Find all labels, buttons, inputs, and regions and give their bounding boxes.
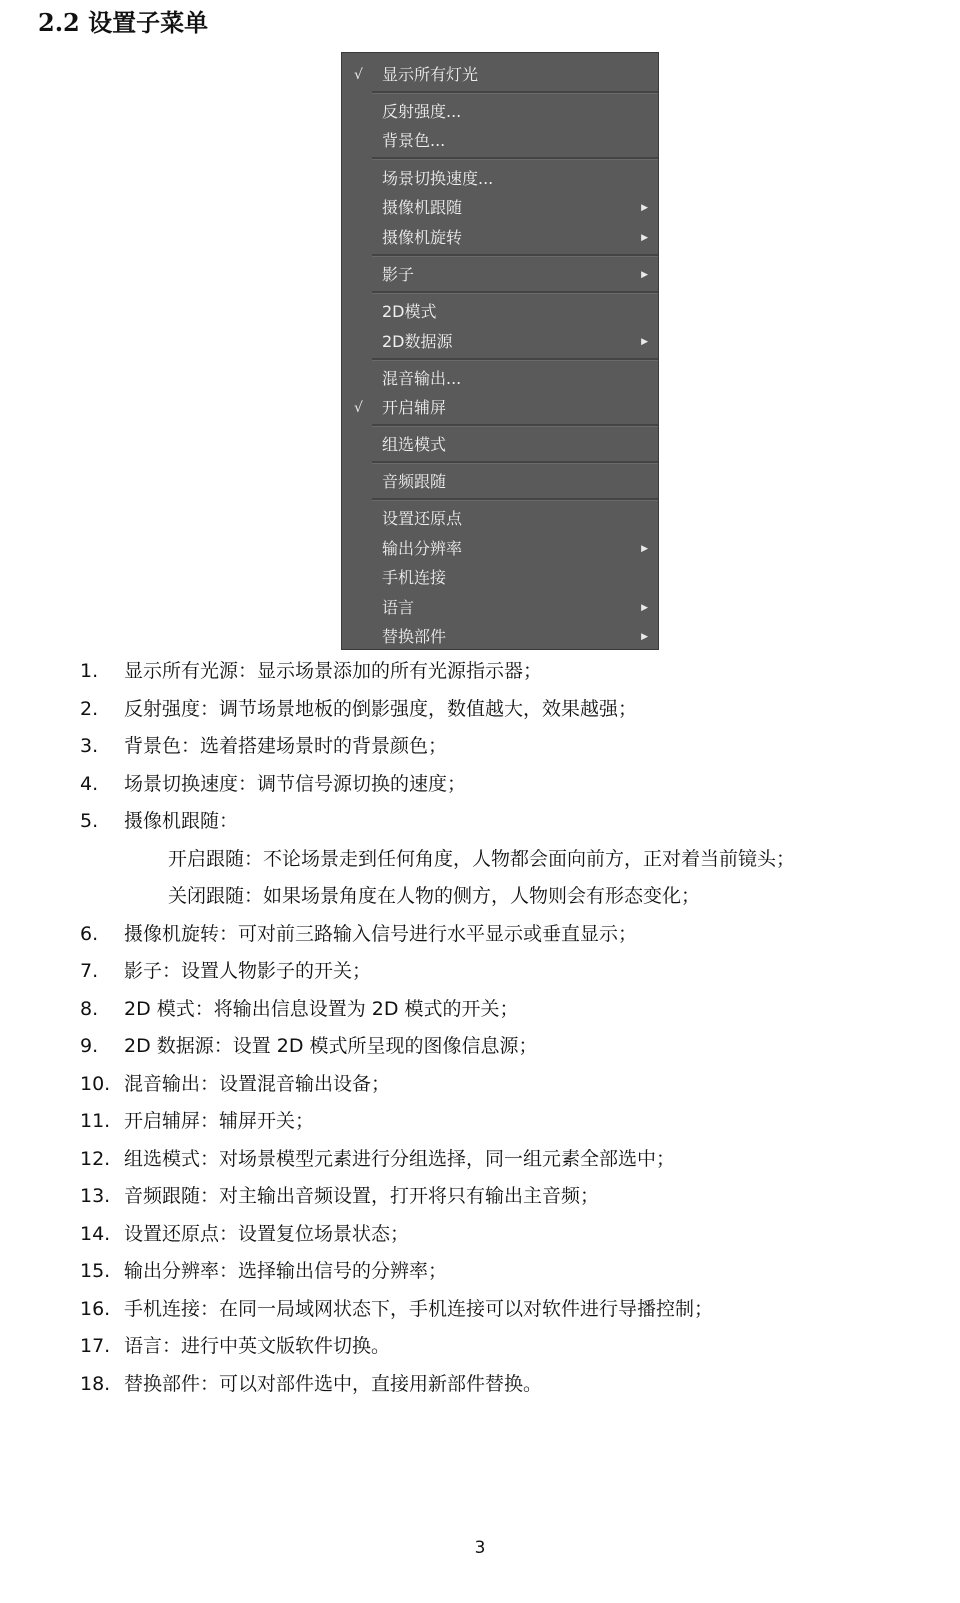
list-text: 2D 数据源：设置 2D 模式所呈现的图像信息源； — [124, 1035, 538, 1057]
list-item — [80, 769, 900, 799]
list-item — [80, 1256, 900, 1286]
list-number: 8. — [80, 998, 99, 1020]
list-text: 混音输出：设置混音输出设备； — [124, 1073, 391, 1095]
submenu-arrow-icon: ▶ — [641, 233, 648, 243]
list-item — [80, 1181, 900, 1211]
menu-separator — [372, 291, 658, 294]
list-item — [80, 956, 900, 986]
check-icon: √ — [354, 67, 363, 83]
menu-item-label: 背景色... — [382, 131, 446, 150]
menu-item-camera-rotate[interactable] — [342, 224, 658, 252]
submenu-arrow-icon: ▶ — [641, 603, 648, 613]
settings-submenu — [341, 52, 659, 650]
menu-item-phone-connect[interactable] — [342, 564, 658, 592]
list-text: 音频跟随：对主输出音频设置，打开将只有输出主音频； — [124, 1185, 600, 1207]
list-text: 影子：设置人物影子的开关； — [124, 960, 372, 982]
list-number: 13. — [80, 1185, 111, 1207]
menu-separator — [372, 424, 658, 427]
list-text: 反射强度：调节场景地板的倒影强度，数值越大，效果越强； — [124, 698, 638, 720]
list-number: 5. — [80, 810, 99, 832]
menu-item-aux-screen[interactable] — [342, 394, 658, 422]
section-heading: 2.2 设置子菜单 — [38, 8, 209, 37]
list-number: 3. — [80, 735, 99, 757]
menu-item-2d-mode[interactable] — [342, 298, 658, 326]
menu-item-audio-follow[interactable] — [342, 468, 658, 496]
list-item — [80, 806, 900, 836]
list-text: 显示所有光源：显示场景添加的所有光源指示器； — [124, 660, 543, 682]
menu-item-scene-switch-speed[interactable] — [342, 165, 658, 193]
menu-item-replace-part[interactable] — [342, 623, 658, 650]
menu-item-label: 摄像机旋转 — [382, 228, 463, 247]
menu-item-2d-source[interactable] — [342, 328, 658, 356]
list-text: 设置还原点：设置复位场景状态； — [124, 1223, 410, 1245]
list-number: 14. — [80, 1223, 111, 1245]
page-number: 3 — [474, 1538, 486, 1558]
menu-separator — [372, 498, 658, 501]
menu-item-label: 场景切换速度... — [382, 169, 494, 188]
list-number: 17. — [80, 1335, 111, 1357]
menu-separator — [372, 358, 658, 361]
menu-item-shadow[interactable] — [342, 261, 658, 289]
list-text: 摄像机旋转：可对前三路输入信号进行水平显示或垂直显示； — [124, 923, 638, 945]
submenu-arrow-icon: ▶ — [641, 544, 648, 554]
menu-item-label: 摄像机跟随 — [382, 198, 463, 217]
list-item — [80, 994, 900, 1024]
list-item — [80, 1294, 900, 1324]
list-item — [80, 1031, 900, 1061]
submenu-arrow-icon: ▶ — [641, 270, 648, 280]
menu-item-background-color[interactable] — [342, 127, 658, 155]
list-text: 语言：进行中英文版软件切换。 — [124, 1335, 391, 1357]
list-text: 输出分辨率：选择输出信号的分辨率； — [124, 1260, 448, 1282]
list-item — [80, 1369, 900, 1399]
check-icon: √ — [354, 400, 363, 416]
list-item — [80, 694, 900, 724]
list-text: 摄像机跟随： — [124, 810, 239, 832]
list-number: 10. — [80, 1073, 111, 1095]
menu-item-output-resolution[interactable] — [342, 535, 658, 563]
list-number: 2. — [80, 698, 99, 720]
menu-item-label: 影子 — [382, 265, 415, 284]
list-number: 6. — [80, 923, 99, 945]
menu-item-label: 反射强度... — [382, 102, 462, 121]
sub-item-follow-on: 开启跟随：不论场景走到任何角度，人物都会面向前方，正对着当前镜头； — [168, 848, 796, 870]
list-number: 12. — [80, 1148, 111, 1170]
list-number: 16. — [80, 1298, 111, 1320]
menu-item-label: 语言 — [382, 598, 415, 617]
list-text: 组选模式：对场景模型元素进行分组选择，同一组元素全部选中； — [124, 1148, 676, 1170]
menu-item-label: 输出分辨率 — [382, 539, 463, 558]
list-item — [80, 1069, 900, 1099]
list-text: 替换部件：可以对部件选中，直接用新部件替换。 — [124, 1373, 543, 1395]
menu-item-label: 组选模式 — [382, 435, 447, 454]
menu-item-label: 开启辅屏 — [382, 398, 447, 417]
submenu-arrow-icon: ▶ — [641, 337, 648, 347]
list-item — [80, 1144, 900, 1174]
menu-item-label: 替换部件 — [382, 627, 447, 646]
menu-item-label: 2D数据源 — [382, 332, 453, 351]
list-text: 2D 模式：将输出信息设置为 2D 模式的开关； — [124, 998, 519, 1020]
list-item — [80, 656, 900, 686]
list-text: 场景切换速度：调节信号源切换的速度； — [124, 773, 467, 795]
list-item — [80, 1219, 900, 1249]
list-item — [80, 919, 900, 949]
submenu-arrow-icon: ▶ — [641, 632, 648, 642]
menu-separator — [372, 461, 658, 464]
list-item — [80, 1331, 900, 1361]
list-item — [80, 731, 900, 761]
menu-item-label: 音频跟随 — [382, 472, 447, 491]
menu-separator — [372, 157, 658, 160]
menu-item-language[interactable] — [342, 594, 658, 622]
menu-item-group-select[interactable] — [342, 431, 658, 459]
list-number: 4. — [80, 773, 99, 795]
list-number: 18. — [80, 1373, 111, 1395]
menu-item-label: 混音输出... — [382, 369, 462, 388]
menu-item-label: 2D模式 — [382, 302, 437, 321]
list-number: 7. — [80, 960, 99, 982]
list-text: 手机连接：在同一局域网状态下，手机连接可以对软件进行导播控制； — [124, 1298, 714, 1320]
menu-item-mix-output[interactable] — [342, 365, 658, 393]
menu-item-label: 手机连接 — [382, 568, 447, 587]
list-text: 背景色：选着搭建场景时的背景颜色； — [124, 735, 448, 757]
list-number: 11. — [80, 1110, 111, 1132]
list-item — [80, 1106, 900, 1136]
list-number: 15. — [80, 1260, 111, 1282]
submenu-arrow-icon: ▶ — [641, 203, 648, 213]
list-number: 1. — [80, 660, 99, 682]
menu-separator — [372, 254, 658, 257]
menu-item-show-all-lights[interactable] — [342, 61, 658, 89]
menu-separator — [372, 91, 658, 94]
menu-item-label: 显示所有灯光 — [382, 65, 479, 84]
menu-item-restore-point[interactable] — [342, 505, 658, 533]
menu-item-reflection-strength[interactable] — [342, 98, 658, 126]
list-number: 9. — [80, 1035, 99, 1057]
menu-item-camera-follow[interactable] — [342, 194, 658, 222]
menu-item-label: 设置还原点 — [382, 509, 463, 528]
list-text: 开启辅屏：辅屏开关； — [124, 1110, 315, 1132]
sub-item-follow-off: 关闭跟随：如果场景角度在人物的侧方，人物则会有形态变化； — [168, 885, 701, 907]
